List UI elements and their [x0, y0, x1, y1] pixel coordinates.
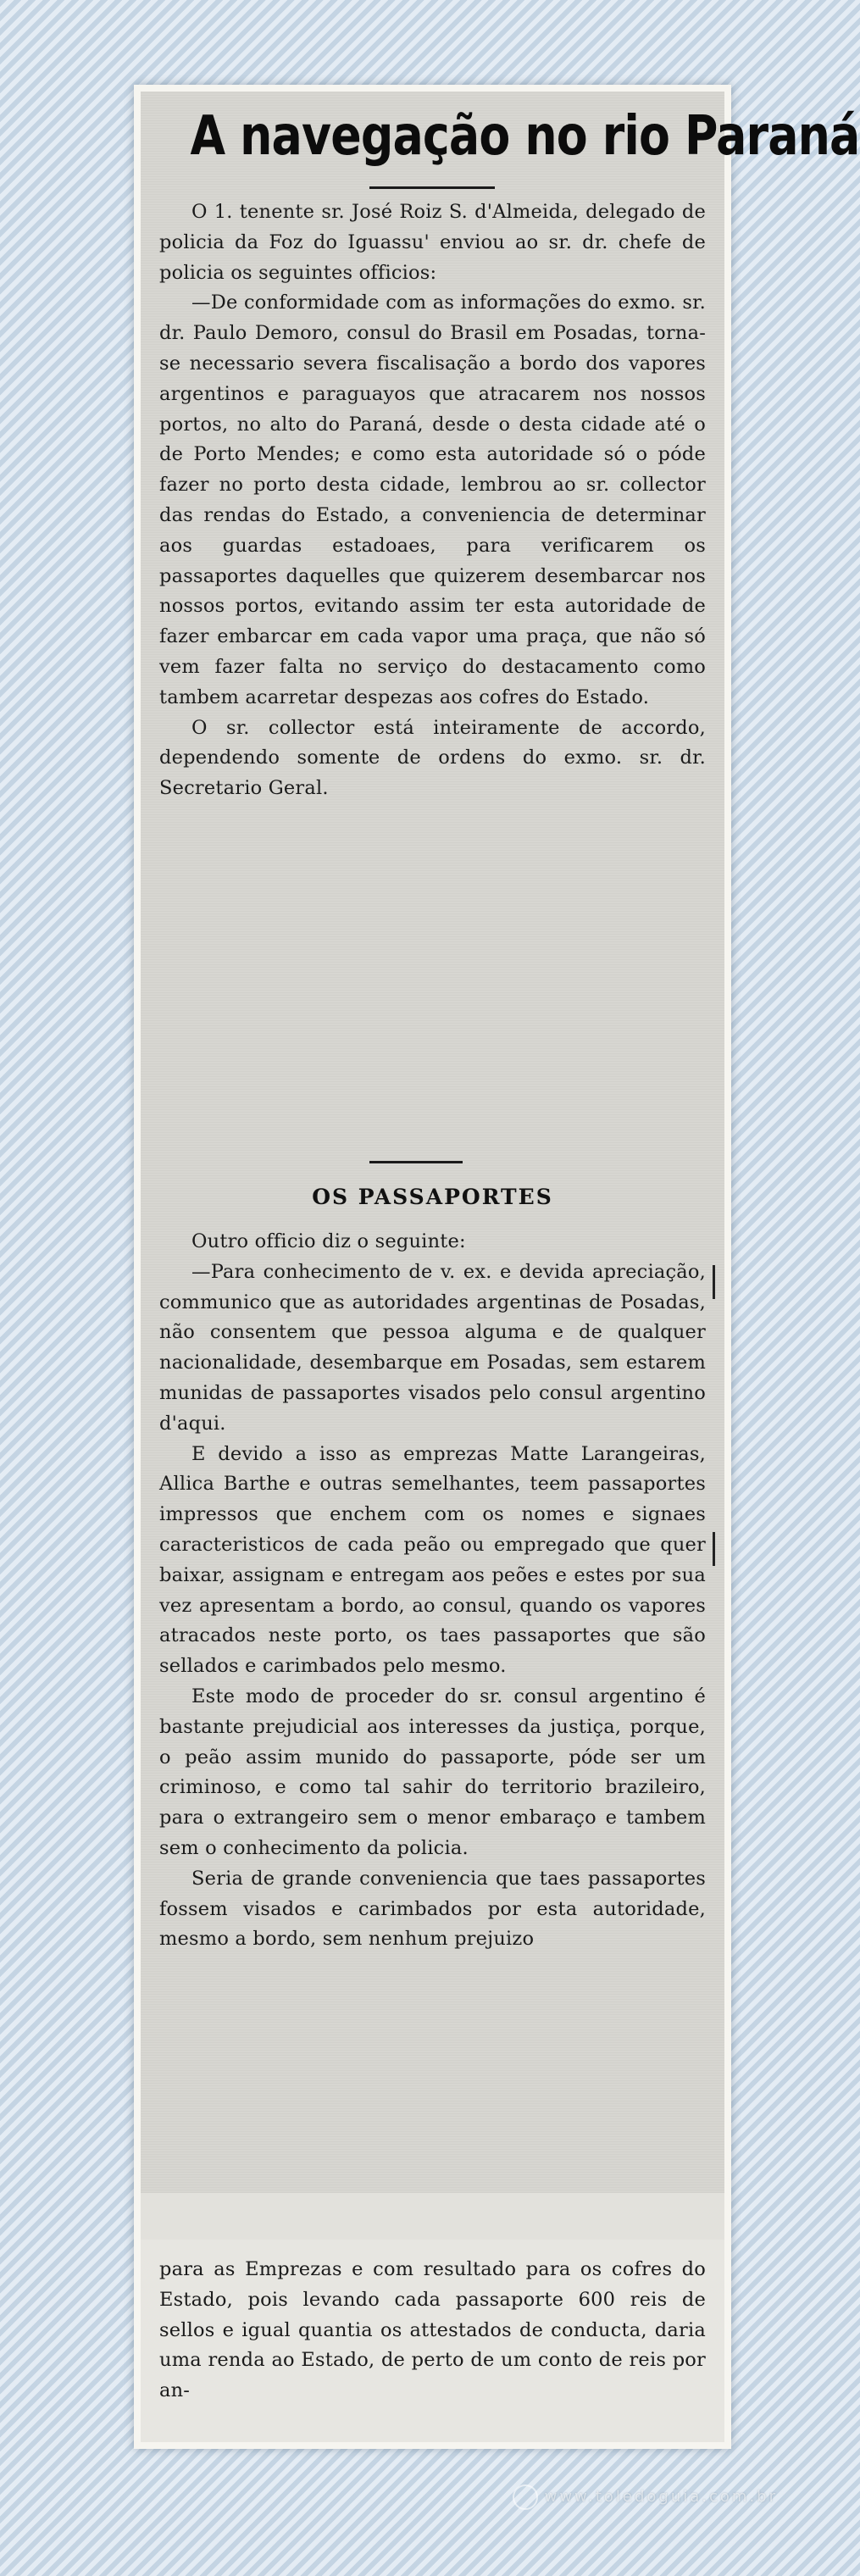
paragraph: Este modo de proceder do sr. consul argentino é bastante prejudicial aos interesses da justiça, porque, o peão assim munido do passaporte, póde ser um criminoso, e como tal sahir do territorio brazileiro, para o extrangeiro sem o menor embaraço e tambem sem o conhecimento da policia. — [159, 1685, 706, 1859]
paragraph: para as Emprezas e com resultado para os cofres do Estado, pois levando cada passaporte 600 reis de sellos e igual quantia os attestados de conducta, daria uma renda ao Estado, de perto de um conto de reis por an- — [159, 2258, 706, 2402]
paragraph: Outro officio diz o seguinte: — [191, 1230, 466, 1252]
paragraph: —De conformidade com as informações do exmo. sr. dr. Paulo Demoro, consul do Brasil em Posadas, torna-se necessario severa fiscalisação a bordo dos vapores argentinos e paraguayos que atracarem nos nossos portos, no alto do Paraná, desde o desta cidade até o de Porto Mendes; e como esta autoridade só o póde fazer no porto desta cidade, lembrou ao sr. collector das rendas do Estado, a conveniencia de determinar aos guardas estadoaes, para verificarem os passaportes daquelles que quizerem desembarcar nos nossos portos, evitando assim ter esta autoridade de fazer embarcar em cada vapor uma praça, que não só vem fazer falta no serviço do destacamento como tambem acarretar despezas aos cofres do Estado. — [159, 291, 706, 708]
paragraph: E devido a isso as emprezas Matte Larangeiras, Allica Barthe e outras semelhantes, teem passaportes impressos que enchem com os nomes e signaes caracteristicos de cada peão ou empregado que quer baixar, assignam e entregam aos peões e estes por sua vez apresentam a bordo, ao consul, quando os vapores atracados neste porto, os taes passaportes que são sellados e carimbados pelo mesmo. — [159, 1442, 706, 1678]
fold-gap — [141, 2193, 724, 2240]
newspaper-clipping — [134, 85, 860, 2449]
article-body-part1 — [159, 197, 706, 804]
paragraph: Seria de grande conveniencia que taes passaportes fossem visados e carimbados por esta autoridade, mesmo a bordo, sem nenhum prejuizo — [159, 1867, 706, 1951]
continuation-panel — [141, 2240, 724, 2442]
column-mark — [713, 1532, 715, 1566]
paragraph: O 1. tenente sr. José Roiz S. d'Almeida, delegado de policia da Foz do Iguassu' enviou ao sr. dr. chefe de policia os seguintes officios: — [159, 201, 706, 284]
paragraph: —Para conhecimento de v. ex. e devida apreciação, communico que as autoridades argentinas de Posadas, não consentem que pessoa alguma e de qualquer nacionalidade, desembarque em Posadas, sem estarem munidas de passaportes visados pelo consul argentino d'aqui. — [159, 1260, 706, 1435]
section-heading: OS PASSAPORTES — [312, 1185, 553, 1209]
title-rule — [369, 186, 495, 189]
article-title: A navegação no rio Paraná — [190, 105, 860, 168]
article-body-part3 — [159, 2255, 706, 2407]
watermark-text: www.toledoguia.com.br — [544, 2488, 778, 2506]
article-body-part2 — [159, 1227, 706, 1955]
paper-sheet — [141, 92, 860, 2442]
paragraph: O sr. collector está inteiramente de accordo, dependendo somente de ordens do exmo. sr. dr. Secretario Geral. — [159, 716, 706, 800]
watermark-badge-icon — [513, 2484, 538, 2510]
column-mark — [713, 1265, 715, 1299]
section-rule — [369, 1161, 463, 1163]
watermark — [513, 2484, 778, 2510]
